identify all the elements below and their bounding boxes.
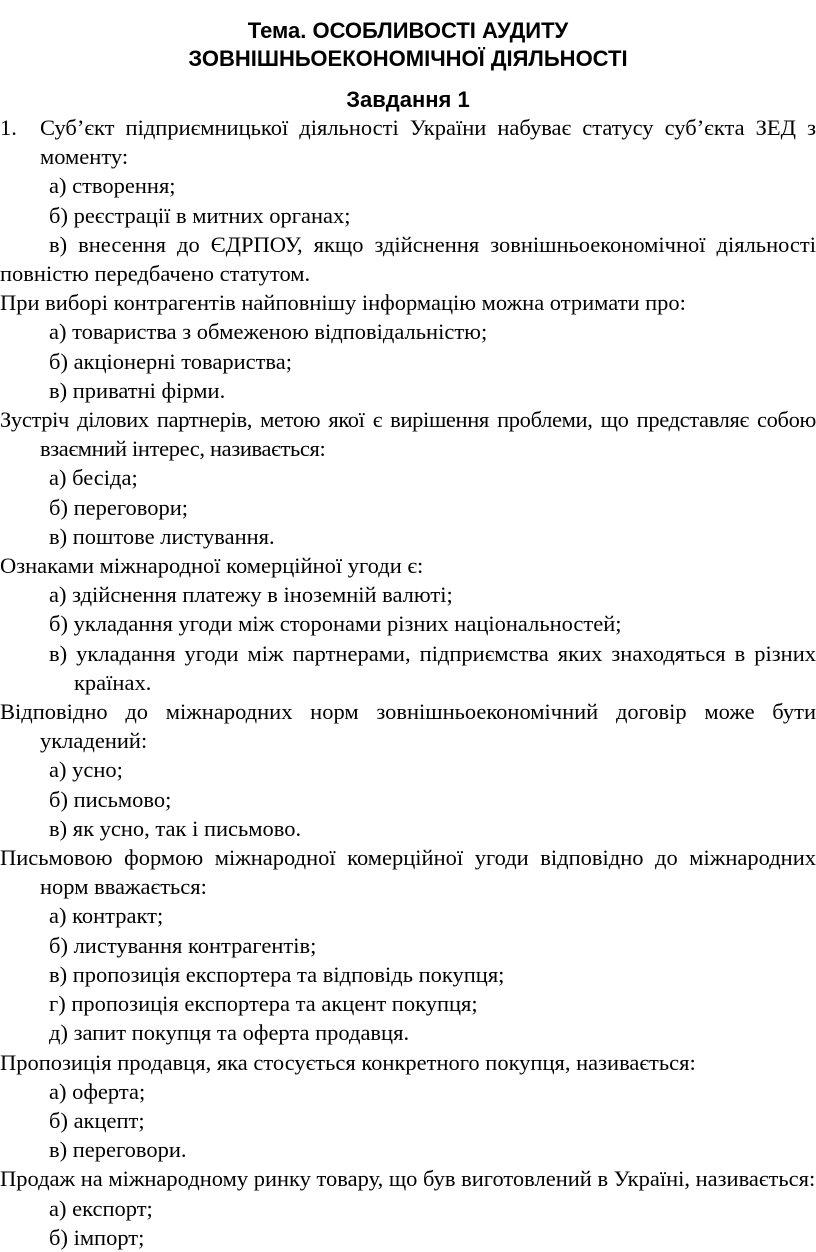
option: в) поштове листування. [49,523,275,549]
option: в) як усно, так і письмово. [49,815,302,841]
option: а) експорт; [49,1195,153,1221]
option: д) запит покупця та оферта продавця. [49,1020,410,1046]
question-text: Суб’єкт підприємницької діяльності України набуває статусу суб’єкта ЗЕД з моменту: [40,115,816,170]
question-4: Ознаками міжнародної комерційної угоди є: [0,553,424,579]
document-title-line-1: Тема. ОСОБЛИВОСТІ АУДИТУ [247,18,569,43]
option: б) листування контрагентів; [49,932,317,958]
question-3: Зустріч ділових партнерів, метою якої є вирішення проблеми, що представляє собою взаємний інтерес, називається: [0,407,816,462]
option: б) імпорт; [49,1224,145,1250]
question-7: Пропозиція продавця, яка стосується конкретного покупця, називається: [0,1049,696,1075]
option: б) письмово; [49,786,172,812]
option: в) внесення до ЄДРПОУ, якщо здійснення зовнішньоекономічної діяльності повністю передбачено статутом. [0,231,816,287]
question-list [0,113,816,1252]
question-6: Письмовою формою міжнародної комерційної угоди відповідно до міжнародних норм вважається: [0,845,816,900]
option: а) товариства з обмеженою відповідальністю; [49,319,488,345]
question-5: Відповідно до міжнародних норм зовнішньоекономічний договір може бути укладений: [0,699,816,754]
option: б) укладання угоди між сторонами різних національностей; [49,611,622,637]
option: а) контракт; [49,903,164,929]
option: в) пропозиція експортера та відповідь покупця; [49,961,505,987]
document-title-line-2: ЗОВНІШНЬОЕКОНОМІЧНОЇ ДІЯЛЬНОСТІ [188,46,628,71]
option: а) бесіда; [49,465,138,491]
option: в) приватні фірми. [49,377,226,403]
question-8: Продаж на міжнародному ринку товару, що був виготовлений в Україні, називається: [0,1166,816,1192]
option: а) створення; [49,173,176,199]
option: б) акцепт; [49,1107,145,1133]
option: а) усно; [49,757,123,783]
option: а) здійснення платежу в іноземній валюті; [49,582,453,608]
option: б) реєстрації в митних органах; [49,202,351,228]
option: б) акціонерні товариства; [49,348,292,374]
option: в) укладання угоди між партнерами, підприємства яких знаходяться в різних країнах. [49,640,816,695]
option: в) переговори. [49,1137,187,1163]
question-1 [0,113,816,171]
task-heading: Завдання 1 [346,87,470,112]
option: б) переговори; [49,494,189,520]
question-number: 1. [0,115,17,140]
option: г) пропозиція експортера та акцент покупця; [49,991,478,1017]
question-2: При виборі контрагентів найповнішу інформацію можна отримати про: [0,290,686,316]
option: а) оферта; [49,1078,146,1104]
